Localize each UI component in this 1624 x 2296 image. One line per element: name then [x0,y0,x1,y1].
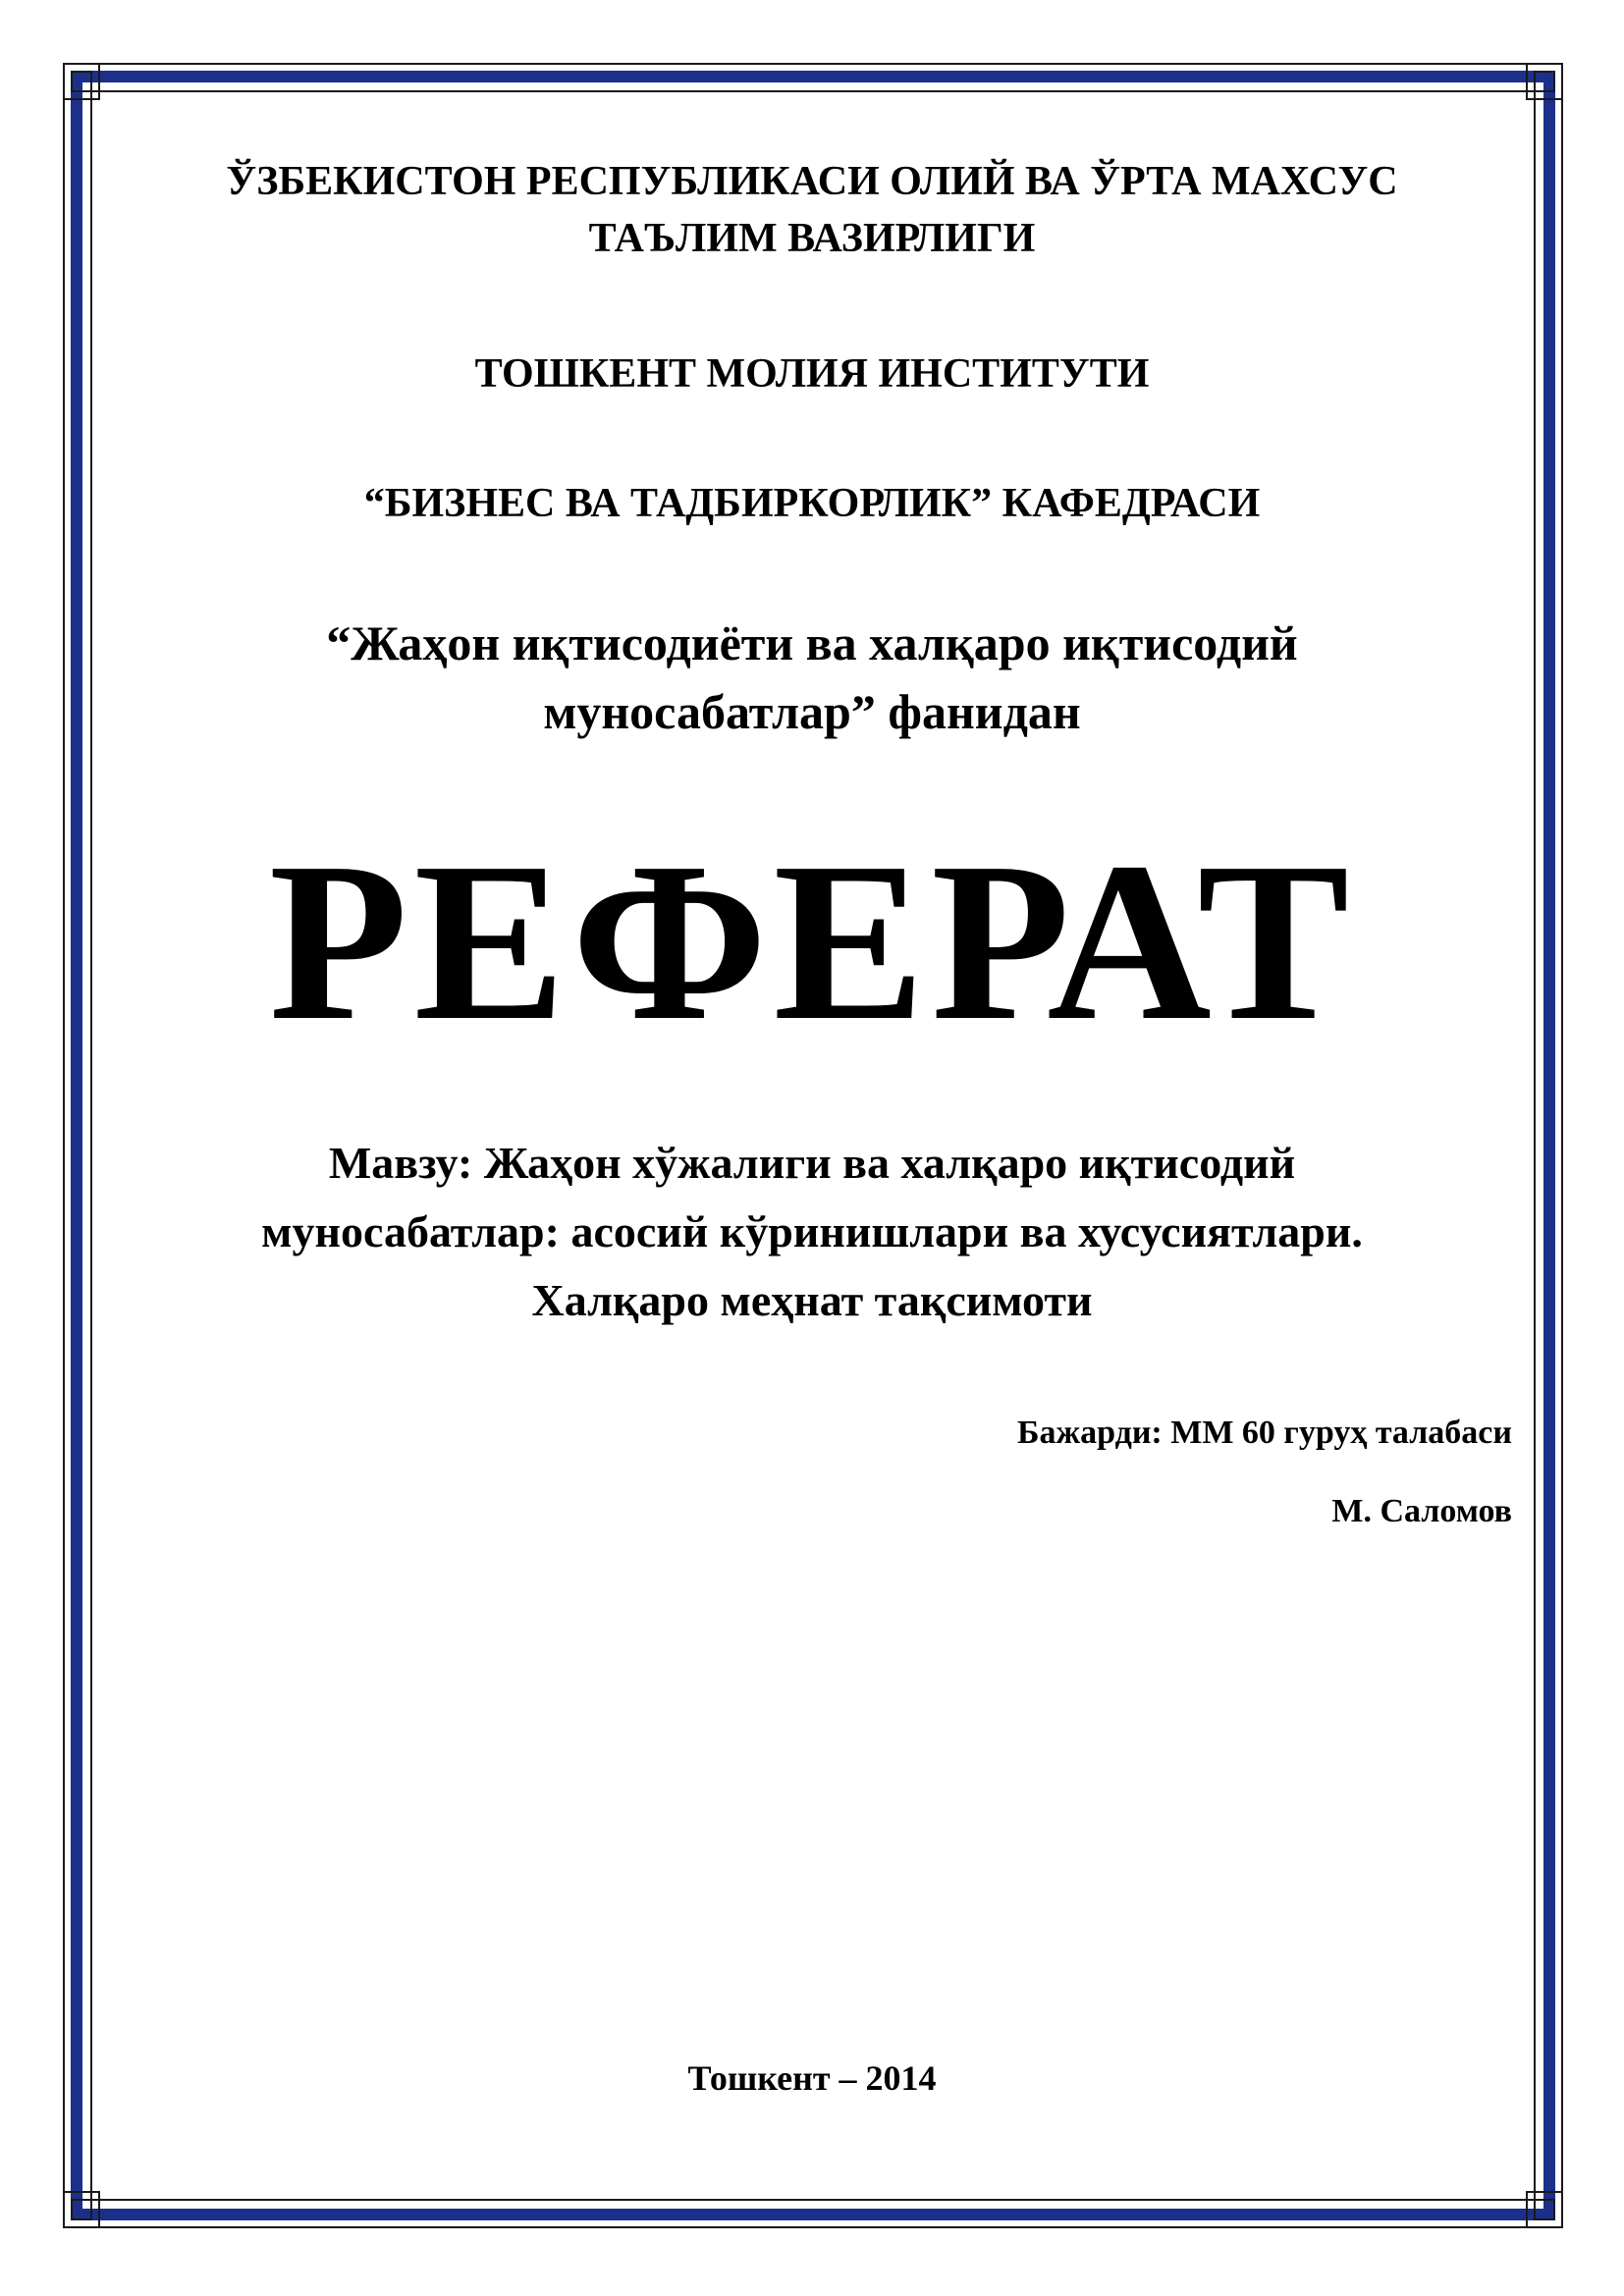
document-title: РЕФЕРАТ [268,816,1356,1068]
topic-line-1: Мавзу: Жаҳон хўжалиги ва халқаро иқтисодий [328,1138,1296,1188]
topic-line-3: Халқаро меҳнат тақсимоти [531,1275,1093,1325]
topic-line-2: муносабатлар: асосий кўринишлари ва хусусиятлари. [261,1206,1363,1256]
corner-ornament-top-right [1526,63,1563,100]
course-subject [108,609,1516,746]
ministry-heading [108,153,1516,267]
subject-line-2: муносабатлар” фанидан [543,684,1081,739]
corner-ornament-bottom-right [1526,2191,1563,2228]
title-page [108,108,1516,2179]
city-year: Тошкент – 2014 [687,2058,937,2098]
subject-line-1: “Жаҳон иқтисодиёти ва халқаро иқтисодий [326,615,1298,670]
corner-ornament-bottom-left [63,2191,100,2228]
author-name: М. Саломов [1331,1493,1512,1529]
corner-ornament-top-left [63,63,100,100]
ministry-line-1: ЎЗБЕКИСТОН РЕСПУБЛИКАСИ ОЛИЙ ВА ЎРТА МАХСУС [226,159,1398,204]
author-role: Бажарди: ММ 60 гуруҳ талабаси [1017,1415,1512,1451]
department-name: “БИЗНЕС ВА ТАДБИРКОРЛИК” КАФЕДРАСИ [363,481,1261,526]
ministry-line-2: ТАЪЛИМ ВАЗИРЛИГИ [588,216,1036,261]
institute-name: ТОШКЕНТ МОЛИЯ ИНСТИТУТИ [474,351,1150,397]
topic-block [108,1129,1516,1335]
